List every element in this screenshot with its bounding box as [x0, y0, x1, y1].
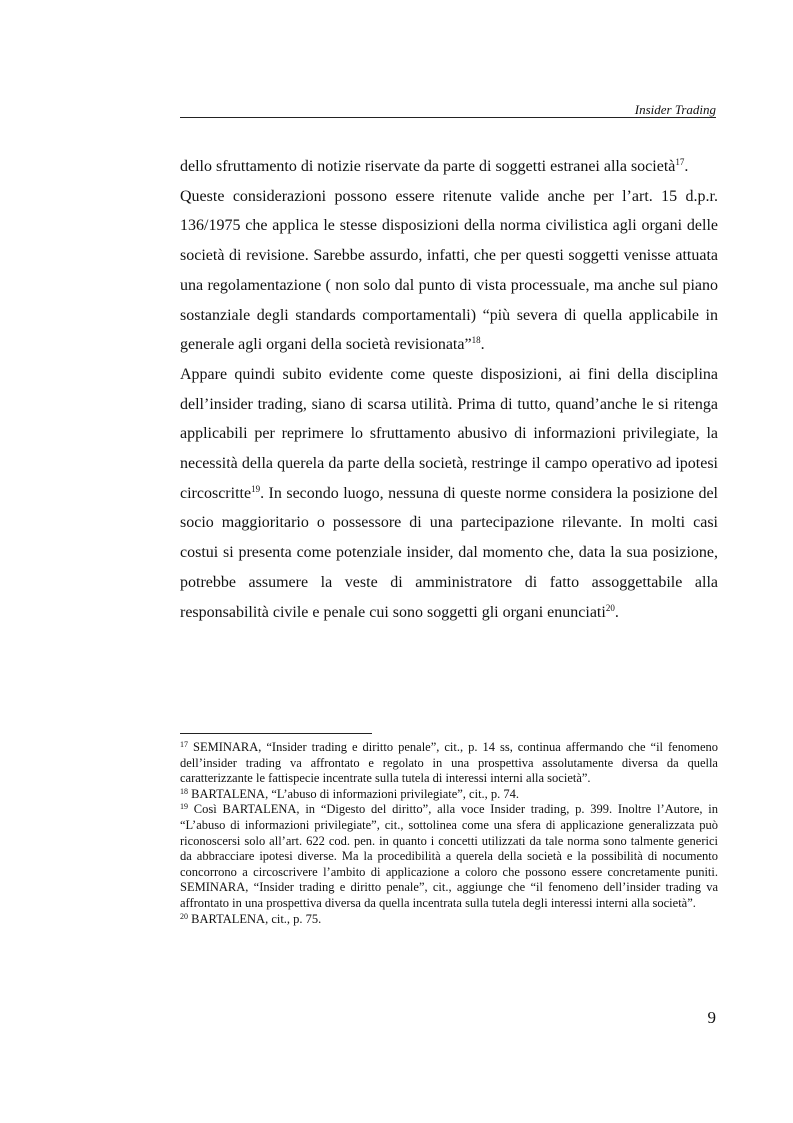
paragraph-3-text-a: Appare quindi subito evidente come queste disposizioni, ai fini della disciplina dell’insider trading, siano di scarsa utilità. Prima di tutto, quand’anche le si ritenga applicabili per reprimere lo sfruttamento abusivo di informazioni privilegiate, la necessità della querela da parte della società, restringe il campo operativo ad ipotesi circoscritte [180, 365, 718, 502]
paragraph-3-end: . [614, 603, 619, 621]
footnote-ref-18: 18 [471, 335, 481, 346]
body-text [180, 152, 718, 627]
paragraph-3 [180, 360, 718, 627]
footnotes [180, 740, 718, 927]
footnote-text: SEMINARA, “Insider trading e diritto penale”, cit., p. 14 ss, continua affermando che “il fenomeno dell’insider trading va affrontato e regolato in una prospettiva assolutamente diversa da quella caratterizzante le fattispecie incentrate sulla tutela di interessi interni alla società”. [180, 740, 718, 786]
footnote-17 [180, 740, 718, 787]
paragraph-1-end: . [684, 158, 689, 175]
paragraph-3-text-b: . In secondo luogo, nessuna di queste norme considera la posizione del socio maggioritario o possessore di una partecipazione rilevante. In molti casi costui si presenta come potenziale insider, dal momento che, data la sua posizione, potrebbe assumere la veste di amministratore di fatto assoggettabile alla responsabilità civile e penale cui sono soggetti gli organi enunciati [180, 484, 718, 621]
footnote-number: 20 [180, 911, 188, 921]
page-number: 9 [707, 1008, 716, 1027]
paragraph-2-end: . [480, 336, 485, 354]
paragraph-1 [180, 152, 718, 182]
paragraph-1-text: dello sfruttamento di notizie riservate da parte di soggetti estranei alla società [180, 158, 676, 175]
footnote-number: 19 [180, 802, 188, 812]
footnote-18 [180, 787, 718, 803]
footnote-text: Così BARTALENA, in “Digesto del diritto”, alla voce Insider trading, p. 399. Inoltre l’Autore, in “L’abuso di informazioni privilegiate”, cit., sottolinea come una sfera di applicazione generalizzata può riconoscersi solo all’art. 622 cod. pen. in quanto i concetti utilizzati da tale norma sono talmente generici da abbracciare ipotesi diverse. Ma la procedibilità a querela della società e la possibilità di nocumento concorrono a circoscrivere l’ambito di applicazione a coloro che possono essere concretamente puniti. SEMINARA, “Insider trading e diritto penale”, cit., aggiunge che “il fenomeno dell’insider trading va affrontato in una prospettiva diversa da quella incentrata sulla tutela degli interessi interni alla società”. [180, 802, 718, 910]
footnote-ref-20: 20 [605, 602, 615, 613]
footnote-20 [180, 912, 718, 928]
footnote-ref-17: 17 [675, 157, 685, 167]
paragraph-2 [180, 182, 718, 360]
footnote-number: 18 [180, 786, 188, 796]
footnote-text: BARTALENA, “L’abuso di informazioni privilegiate”, cit., p. 74. [188, 786, 520, 801]
footnote-number: 17 [180, 740, 188, 749]
header-rule [180, 117, 716, 118]
footnote-19 [180, 802, 718, 911]
running-header: Insider Trading [634, 102, 716, 117]
footnote-separator [180, 733, 372, 734]
footnote-ref-19: 19 [251, 483, 261, 494]
footnote-text: BARTALENA, cit., p. 75. [188, 911, 322, 926]
paragraph-2-text: Queste considerazioni possono essere ritenute valide anche per l’art. 15 d.p.r. 136/1975 che applica le stesse disposizioni della norma civilistica agli organi delle società di revisione. Sarebbe assurdo, infatti, che per questi soggetti venisse attuata una regolamentazione ( non solo dal punto di vista processuale, ma anche sul piano sostanziale degli standards comportamentali) “più severa di quella applicabile in generale agli organi della società revisionata” [180, 187, 718, 354]
